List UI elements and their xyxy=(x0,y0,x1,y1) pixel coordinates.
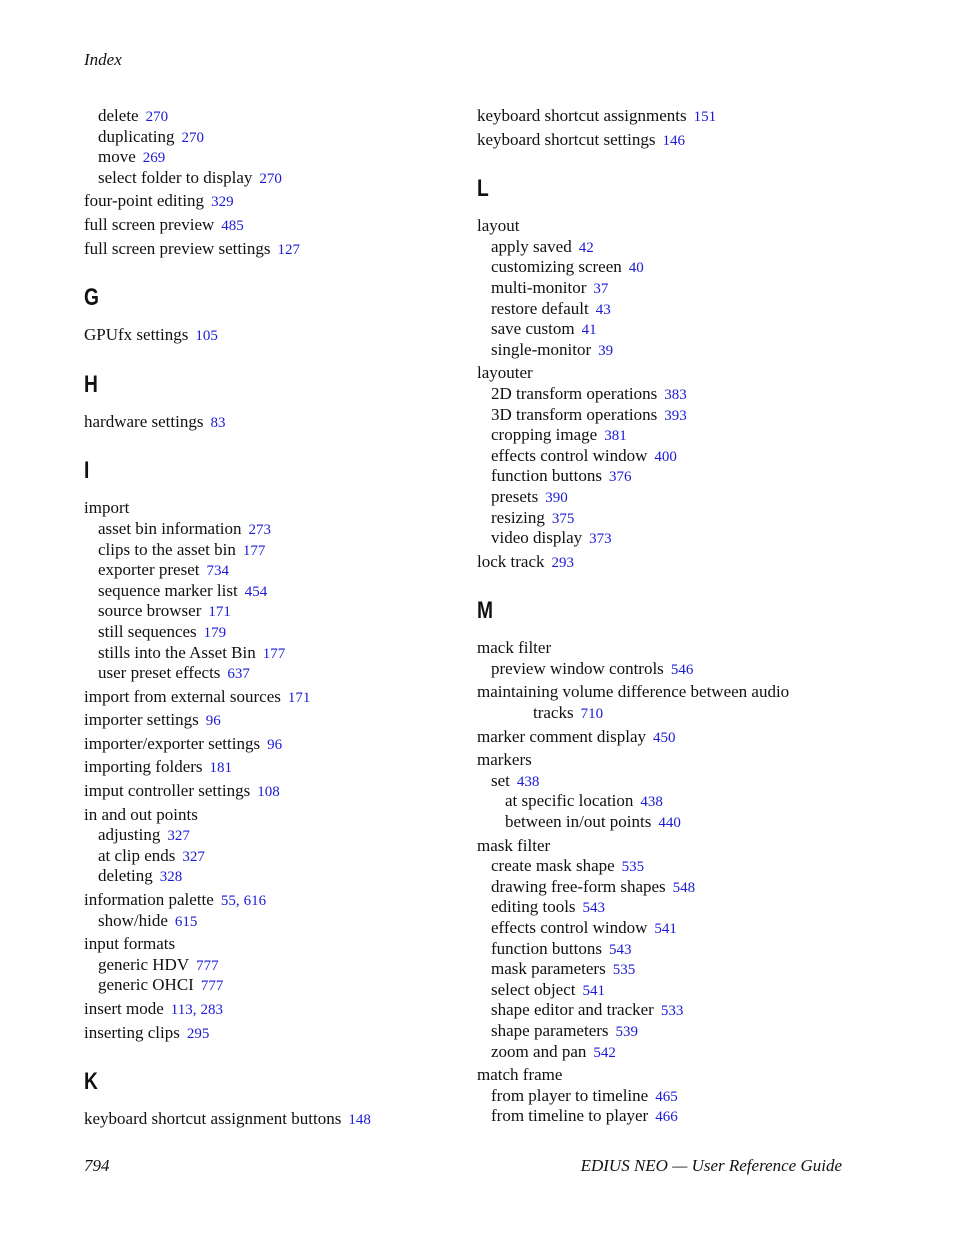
page-link[interactable]: 96 xyxy=(205,713,221,730)
index-subentry xyxy=(477,897,897,918)
page-link[interactable]: 485 xyxy=(221,217,244,234)
index-subentry xyxy=(477,528,897,549)
index-term: exporter preset xyxy=(98,560,200,580)
page-link[interactable]: 148 xyxy=(348,1112,371,1129)
page-link[interactable]: 710 xyxy=(580,706,604,723)
index-term: stills into the Asset Bin xyxy=(98,642,256,662)
index-term: save custom xyxy=(491,319,575,339)
index-subentry xyxy=(477,1106,897,1127)
page-link[interactable]: 375 xyxy=(551,510,575,527)
index-term: source browser xyxy=(98,601,202,621)
page-link[interactable]: 777 xyxy=(196,957,219,974)
index-term: cropping image xyxy=(491,425,598,445)
index-term: set xyxy=(491,770,510,790)
page-link[interactable]: 41 xyxy=(581,322,597,339)
index-term: importing folders xyxy=(84,757,203,777)
index-entry xyxy=(84,1109,464,1130)
page-link[interactable]: 105 xyxy=(195,328,218,345)
index-term: mask parameters xyxy=(491,959,606,979)
page-link[interactable]: 616 xyxy=(243,893,267,910)
index-entry xyxy=(84,734,464,755)
index-term: mack filter xyxy=(477,638,552,658)
index-term: effects control window xyxy=(491,445,648,465)
index-term: deleting xyxy=(98,866,153,886)
page-link[interactable]: 39 xyxy=(598,342,614,359)
page-link[interactable]: 295 xyxy=(186,1025,210,1042)
index-entry xyxy=(477,363,897,384)
index-term: GPUfx settings xyxy=(84,325,189,345)
page-link[interactable]: 438 xyxy=(640,794,663,811)
index-term: sequence marker list xyxy=(98,580,238,600)
page-link[interactable]: 535 xyxy=(621,859,645,876)
index-subentry xyxy=(84,975,464,996)
index-term: inserting clips xyxy=(84,1022,180,1042)
index-subentry xyxy=(477,1042,897,1063)
letter-heading: K xyxy=(84,1068,98,1096)
index-subentry xyxy=(477,659,897,680)
index-term: presets xyxy=(491,486,539,506)
page-link[interactable]: 454 xyxy=(244,583,268,600)
index-term: in and out points xyxy=(84,804,198,824)
index-term: tracks xyxy=(533,703,574,723)
page-link[interactable]: 328 xyxy=(159,869,183,886)
index-term: lock track xyxy=(477,551,545,571)
index-subentry xyxy=(84,866,464,887)
index-subentry xyxy=(84,560,464,581)
page-link[interactable]: 40 xyxy=(628,260,644,277)
index-entry xyxy=(84,710,464,731)
page-link[interactable]: 450 xyxy=(653,729,676,746)
index-term: between in/out points xyxy=(505,812,652,832)
page-number: 794 xyxy=(84,1156,110,1175)
index-term: generic HDV xyxy=(98,954,190,974)
index-entry xyxy=(477,130,897,151)
index-term: create mask shape xyxy=(491,856,615,876)
letter-heading: H xyxy=(84,370,98,398)
page-link[interactable]: 533 xyxy=(660,1003,684,1020)
index-term: maintaining volume difference between audio xyxy=(477,682,790,702)
page-link[interactable]: 177 xyxy=(242,542,266,559)
page-link[interactable]: 171 xyxy=(287,689,311,706)
page-link[interactable]: 541 xyxy=(654,921,677,937)
page-link[interactable]: 390 xyxy=(545,489,568,506)
page-link[interactable]: 465 xyxy=(655,1088,678,1105)
index-term: at specific location xyxy=(505,791,634,811)
index-term: keyboard shortcut settings xyxy=(477,129,656,149)
letter-heading: G xyxy=(84,284,99,312)
page-link[interactable]: 440 xyxy=(658,815,681,832)
index-subentry xyxy=(477,959,897,980)
index-entry xyxy=(84,191,464,212)
index-subentry xyxy=(477,466,897,487)
index-term: restore default xyxy=(491,298,589,318)
index-term: layouter xyxy=(477,363,533,383)
index-term: shape editor and tracker xyxy=(491,1000,654,1020)
page-link[interactable]: 393 xyxy=(664,407,687,424)
index-subentry xyxy=(477,939,897,960)
index-subentry xyxy=(477,340,897,361)
page-link[interactable]: 327 xyxy=(167,828,190,845)
index-subentry xyxy=(477,257,897,278)
index-subentry xyxy=(477,446,897,467)
index-entry xyxy=(477,216,897,237)
page-link[interactable]: 171 xyxy=(208,604,231,621)
index-term: marker comment display xyxy=(477,726,647,746)
index-subentry xyxy=(84,106,464,127)
index-subentry xyxy=(84,519,464,540)
page-link[interactable]: 548 xyxy=(672,879,696,896)
index-subentry xyxy=(477,278,897,299)
index-subentry xyxy=(84,601,464,622)
index-term: single-monitor xyxy=(491,339,592,359)
index-term: editing tools xyxy=(491,897,576,917)
index-term: apply saved xyxy=(491,236,572,256)
letter-heading: I xyxy=(84,457,90,485)
page-link[interactable]: 777 xyxy=(200,978,224,995)
index-term: hardware settings xyxy=(84,411,204,431)
index-entry xyxy=(84,498,464,519)
index-term: full screen preview xyxy=(84,214,215,234)
index-term: import xyxy=(84,498,130,518)
index-entry xyxy=(84,239,464,260)
index-subentry xyxy=(477,856,897,877)
index-term: asset bin information xyxy=(98,518,242,538)
index-term: zoom and pan xyxy=(491,1041,587,1061)
index-term: move xyxy=(98,147,136,167)
index-subentry xyxy=(477,299,897,320)
index-term: keyboard shortcut assignments xyxy=(477,106,687,125)
page-link[interactable]: 181 xyxy=(209,760,233,777)
index-entry xyxy=(477,638,897,659)
index-subentry xyxy=(477,508,897,529)
index-entry xyxy=(477,552,897,573)
index-term: input formats xyxy=(84,934,176,954)
index-subentry xyxy=(477,487,897,508)
index-entry xyxy=(84,781,464,802)
index-entry xyxy=(84,890,464,911)
index-subentry xyxy=(84,955,464,976)
index-subentry xyxy=(477,918,897,939)
page-link[interactable]: 542 xyxy=(593,1044,616,1061)
page-link[interactable]: 438 xyxy=(516,773,540,790)
index-subentry xyxy=(84,168,464,189)
page-link[interactable]: 637 xyxy=(227,666,250,683)
page-link[interactable]: 541 xyxy=(582,982,605,999)
page-link[interactable]: 543 xyxy=(608,941,632,958)
index-entry xyxy=(477,727,897,748)
index-term: match frame xyxy=(477,1065,563,1085)
page-link[interactable]: 381 xyxy=(604,428,627,445)
index-column-right xyxy=(477,106,897,1127)
index-term: multi-monitor xyxy=(491,277,587,297)
index-term: adjusting xyxy=(98,825,161,845)
page-link[interactable]: 37 xyxy=(593,280,609,297)
index-entry xyxy=(84,325,464,346)
letter-heading: L xyxy=(477,175,489,203)
index-term: mask filter xyxy=(477,835,551,855)
page-link[interactable]: 270 xyxy=(181,129,204,146)
page-link[interactable]: 270 xyxy=(145,109,169,125)
index-term: resizing xyxy=(491,507,545,527)
page-link[interactable]: 43 xyxy=(595,301,611,318)
page-link[interactable]: 543 xyxy=(582,900,606,917)
index-subentry xyxy=(84,127,464,148)
index-subentry xyxy=(477,877,897,898)
index-entry xyxy=(84,215,464,236)
page-link[interactable]: 327 xyxy=(182,848,205,865)
book-title: EDIUS NEO — User Reference Guide xyxy=(580,1156,842,1175)
page-link[interactable]: 151 xyxy=(693,109,717,125)
index-entry xyxy=(477,682,897,703)
index-subentry xyxy=(477,1000,897,1021)
index-subentry xyxy=(477,812,897,833)
page-link[interactable]: 283 xyxy=(200,1002,223,1018)
page-link[interactable]: 273 xyxy=(248,521,272,538)
page-link[interactable]: 539 xyxy=(615,1023,639,1040)
index-term: importer settings xyxy=(84,710,199,730)
index-term: function buttons xyxy=(491,938,602,958)
page-link[interactable]: 96 xyxy=(267,736,283,753)
index-subentry xyxy=(84,825,464,846)
index-subentry xyxy=(84,147,464,168)
index-term: 2D transform operations xyxy=(491,383,658,403)
index-entry xyxy=(477,1065,897,1086)
index-subentry xyxy=(477,384,897,405)
index-term: user preset effects xyxy=(98,663,221,683)
index-term: duplicating xyxy=(98,126,175,146)
page-link[interactable]: 177 xyxy=(262,645,286,662)
page-link[interactable]: 179 xyxy=(203,624,227,641)
index-term: full screen preview settings xyxy=(84,238,271,258)
page-link[interactable]: 127 xyxy=(277,241,300,258)
index-subentry xyxy=(477,1021,897,1042)
index-subentry xyxy=(477,405,897,426)
letter-heading: M xyxy=(477,597,493,625)
index-term: shape parameters xyxy=(491,1020,609,1040)
index-subentry xyxy=(84,663,464,684)
index-entry xyxy=(477,750,897,771)
page-link[interactable]: 108 xyxy=(257,784,280,801)
index-term: from player to timeline xyxy=(491,1085,649,1105)
page-link[interactable]: 546 xyxy=(670,661,694,678)
index-entry xyxy=(84,757,464,778)
index-term: video display xyxy=(491,528,583,548)
page-link[interactable]: 376 xyxy=(608,469,632,486)
index-term: insert mode xyxy=(84,999,164,1018)
page-link[interactable]: 373 xyxy=(589,531,612,548)
index-entry xyxy=(84,934,464,955)
index-term: still sequences xyxy=(98,621,197,641)
page-link[interactable]: 270 xyxy=(259,170,282,187)
index-term: import from external sources xyxy=(84,686,281,706)
page-link[interactable]: 615 xyxy=(174,913,198,930)
index-term: preview window controls xyxy=(491,658,664,678)
index-term: effects control window xyxy=(491,918,648,937)
page-link[interactable]: 113, xyxy=(170,1002,197,1018)
index-column-left xyxy=(84,106,464,1130)
index-subentry xyxy=(84,581,464,602)
index-entry xyxy=(84,999,464,1020)
index-subentry xyxy=(477,1086,897,1107)
index-subentry xyxy=(477,237,897,258)
index-subentry xyxy=(84,540,464,561)
index-subentry xyxy=(84,643,464,664)
index-term: clips to the asset bin xyxy=(98,539,236,559)
index-term: layout xyxy=(477,216,520,236)
page-link[interactable]: 535 xyxy=(612,962,636,979)
page-link[interactable]: 42 xyxy=(578,239,594,256)
index-subentry xyxy=(477,771,897,792)
page-link[interactable]: 400 xyxy=(654,448,677,465)
index-entry xyxy=(84,687,464,708)
index-subentry xyxy=(477,319,897,340)
index-term: generic OHCI xyxy=(98,975,194,995)
index-subentry xyxy=(477,703,897,724)
page-link[interactable]: 146 xyxy=(662,132,685,149)
index-term: function buttons xyxy=(491,466,602,486)
index-term: drawing free-form shapes xyxy=(491,876,666,896)
index-term: keyboard shortcut assignment buttons xyxy=(84,1109,342,1129)
page-link[interactable]: 466 xyxy=(655,1109,678,1126)
index-term: four-point editing xyxy=(84,191,205,211)
index-entry xyxy=(84,412,464,433)
index-term: select object xyxy=(491,979,576,999)
index-term: information palette xyxy=(84,890,214,910)
page-link[interactable]: 734 xyxy=(206,563,229,580)
index-term: customizing screen xyxy=(491,257,622,277)
index-term: importer/exporter settings xyxy=(84,733,261,753)
index-term: show/hide xyxy=(98,910,168,930)
page-link[interactable]: 329 xyxy=(211,194,234,211)
index-entry xyxy=(477,106,897,127)
index-term: delete xyxy=(98,106,139,125)
index-entry xyxy=(477,836,897,857)
index-subentry xyxy=(84,911,464,932)
index-subentry xyxy=(477,425,897,446)
index-subentry xyxy=(84,846,464,867)
index-term: markers xyxy=(477,750,532,770)
page-link[interactable]: 55, xyxy=(220,893,240,910)
page-link[interactable]: 293 xyxy=(551,554,574,571)
index-term: imput controller settings xyxy=(84,781,251,801)
running-header: Index xyxy=(84,50,122,69)
index-entry xyxy=(84,1023,464,1044)
index-subentry xyxy=(84,622,464,643)
index-term: at clip ends xyxy=(98,845,176,865)
page-link[interactable]: 269 xyxy=(142,150,166,167)
index-term: from timeline to player xyxy=(491,1106,649,1126)
index-subentry xyxy=(477,791,897,812)
index-term: select folder to display xyxy=(98,167,253,187)
page-link[interactable]: 83 xyxy=(210,414,226,431)
index-entry xyxy=(84,805,464,826)
index-subentry xyxy=(477,980,897,1001)
index-term: 3D transform operations xyxy=(491,404,658,424)
page-link[interactable]: 383 xyxy=(664,386,687,403)
